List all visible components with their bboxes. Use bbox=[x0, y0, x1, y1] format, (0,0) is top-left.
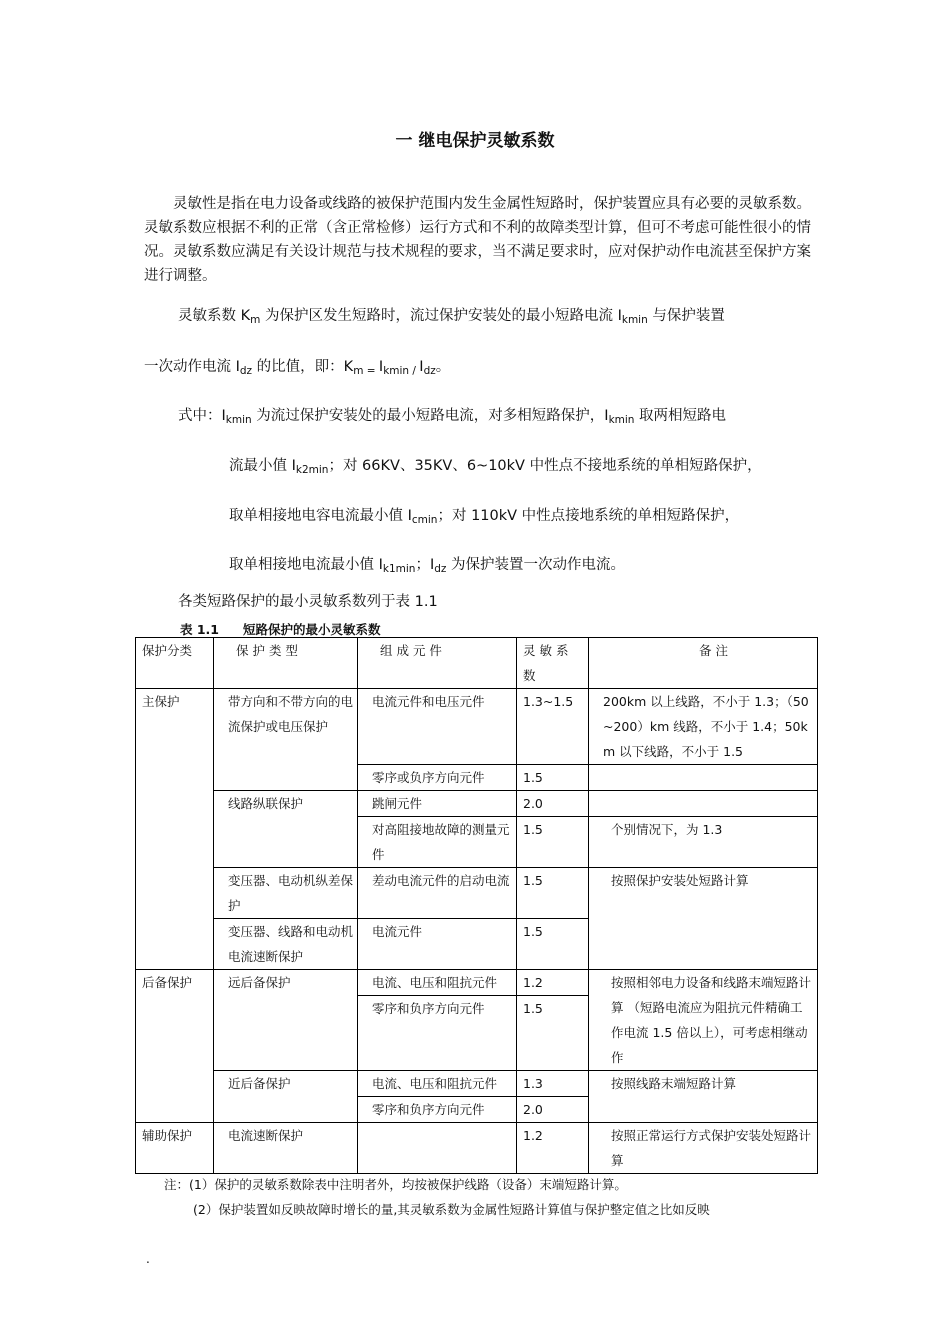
sensitivity-table bbox=[135, 637, 818, 1174]
remark-cell: 按照正常运行方式保护安装处短路计算 bbox=[589, 1123, 818, 1174]
category-main-protection: 主保护 bbox=[136, 689, 214, 970]
header-component: 组 成 元 件 bbox=[358, 638, 517, 689]
component-cell: 零序或负序方向元件 bbox=[358, 765, 517, 791]
sensitivity-cell: 1.5 bbox=[517, 765, 589, 791]
header-category: 保护分类 bbox=[136, 638, 214, 689]
table-row bbox=[136, 970, 818, 996]
table-note-2: (2）保护装置如反映故障时增长的量,其灵敏系数为金属性短路计算值与保护整定值之比如反映 bbox=[193, 1202, 710, 1217]
sensitivity-cell: 1.5 bbox=[517, 817, 589, 868]
component-cell: 零序和负序方向元件 bbox=[358, 996, 517, 1071]
where-line-4: 取单相接地电流最小值 $I_{k1min}$；$I_{dz}$ 为保护装置一次动作电流。 bbox=[229, 557, 626, 575]
table-row bbox=[136, 689, 818, 765]
type-cell: 变压器、线路和电动机电流速断保护 bbox=[214, 919, 358, 970]
component-cell: 对高阻接地故障的测量元件 bbox=[358, 817, 517, 868]
type-cell: 线路纵联保护 bbox=[214, 791, 358, 868]
where-line-3: 取单相接地电容电流最小值 $I_{cmin}$；对 110kV 中性点接地系统的单相短路保护， bbox=[229, 508, 740, 526]
remark-cell bbox=[589, 791, 818, 817]
table-intro: 各类短路保护的最小灵敏系数列于表 1.1 bbox=[178, 594, 438, 610]
page-title: 一 继电保护灵敏系数 bbox=[395, 131, 555, 151]
component-cell: 电流、电压和阻抗元件 bbox=[358, 1071, 517, 1097]
table-caption-title: 短路保护的最小灵敏系数 bbox=[243, 622, 381, 637]
remark-cell: 按照保护安装处短路计算 bbox=[589, 868, 818, 970]
header-protection-type: 保 护 类 型 bbox=[214, 638, 358, 689]
sensitivity-cell: 1.3 bbox=[517, 1071, 589, 1097]
remark-cell: 个别情况下，为 1.3 bbox=[589, 817, 818, 868]
header-remarks: 备 注 bbox=[589, 638, 818, 689]
remark-cell bbox=[589, 765, 818, 791]
sensitivity-cell: 1.3~1.5 bbox=[517, 689, 589, 765]
definition-line-1: 灵敏系数 $K_m$ 为保护区发生短路时，流过保护安装处的最小短路电流 $I_{kmin}$ 与保护装置 bbox=[178, 308, 725, 326]
category-backup-protection: 后备保护 bbox=[136, 970, 214, 1123]
where-line-2: 流最小值 $I_{k2min}$；对 66KV、35KV、6~10kV 中性点不接地系统的单相短路保护， bbox=[229, 458, 762, 476]
table-row bbox=[136, 1071, 818, 1097]
header-sensitivity: 灵 敏 系 数 bbox=[517, 638, 589, 689]
component-cell: 跳闸元件 bbox=[358, 791, 517, 817]
sensitivity-cell: 1.2 bbox=[517, 1123, 589, 1174]
remark-cell: 按照相邻电力设备和线路末端短路计算 （短路电流应为阻抗元件精确工作电流 1.5 倍以上），可考虑相继动作 bbox=[589, 970, 818, 1071]
category-auxiliary-protection: 辅助保护 bbox=[136, 1123, 214, 1174]
remark-cell: 按照线路末端短路计算 bbox=[589, 1071, 818, 1123]
definition-line-2: 一次动作电流 $I_{dz}$ 的比值，即：$K_{m =}$ $I_{kmin /}$ $I_{dz}$。 bbox=[144, 359, 451, 377]
sensitivity-cell: 2.0 bbox=[517, 1097, 589, 1123]
remark-cell: 200km 以上线路，不小于 1.3；（50~200）km 线路，不小于 1.4；50km 以下线路，不小于 1.5 bbox=[589, 689, 818, 765]
sensitivity-cell: 1.2 bbox=[517, 970, 589, 996]
component-cell bbox=[358, 1123, 517, 1174]
component-cell: 电流元件 bbox=[358, 919, 517, 970]
type-cell: 近后备保护 bbox=[214, 1071, 358, 1123]
footer-dot: . bbox=[146, 1252, 150, 1266]
table-row bbox=[136, 1123, 818, 1174]
table-caption-number: 表 1.1 bbox=[180, 622, 219, 637]
intro-paragraph: 灵敏性是指在电力设备或线路的被保护范围内发生金属性短路时，保护装置应具有必要的灵敏系数。灵敏系数应根据不利的正常（含正常检修）运行方式和不利的故障类型计算，但可不考虑可能性很小的情况。灵敏系数应满足有关设计规范与技术规程的要求，当不满足要求时，应对保护动作电流甚至保护方案进行调整。 bbox=[144, 196, 811, 284]
type-cell: 变压器、电动机纵差保护 bbox=[214, 868, 358, 919]
component-cell: 电流元件和电压元件 bbox=[358, 689, 517, 765]
sensitivity-cell: 1.5 bbox=[517, 996, 589, 1071]
component-cell: 电流、电压和阻抗元件 bbox=[358, 970, 517, 996]
type-cell: 电流速断保护 bbox=[214, 1123, 358, 1174]
type-cell: 远后备保护 bbox=[214, 970, 358, 1071]
table-note-1: 注：(1）保护的灵敏系数除表中注明者外，均按被保护线路（设备）末端短路计算。 bbox=[164, 1177, 627, 1192]
table-row bbox=[136, 791, 818, 817]
component-cell: 零序和负序方向元件 bbox=[358, 1097, 517, 1123]
sensitivity-cell: 1.5 bbox=[517, 919, 589, 970]
type-cell: 带方向和不带方向的电流保护或电压保护 bbox=[214, 689, 358, 791]
sensitivity-cell: 1.5 bbox=[517, 868, 589, 919]
table-caption bbox=[180, 620, 381, 638]
table-header-row bbox=[136, 638, 818, 689]
sensitivity-cell: 2.0 bbox=[517, 791, 589, 817]
component-cell: 差动电流元件的启动电流 bbox=[358, 868, 517, 919]
table-row bbox=[136, 868, 818, 919]
where-line-1: 式中：$I_{kmin}$ 为流过保护安装处的最小短路电流，对多相短路保护，$I_{kmin}$ 取两相短路电 bbox=[178, 408, 727, 426]
